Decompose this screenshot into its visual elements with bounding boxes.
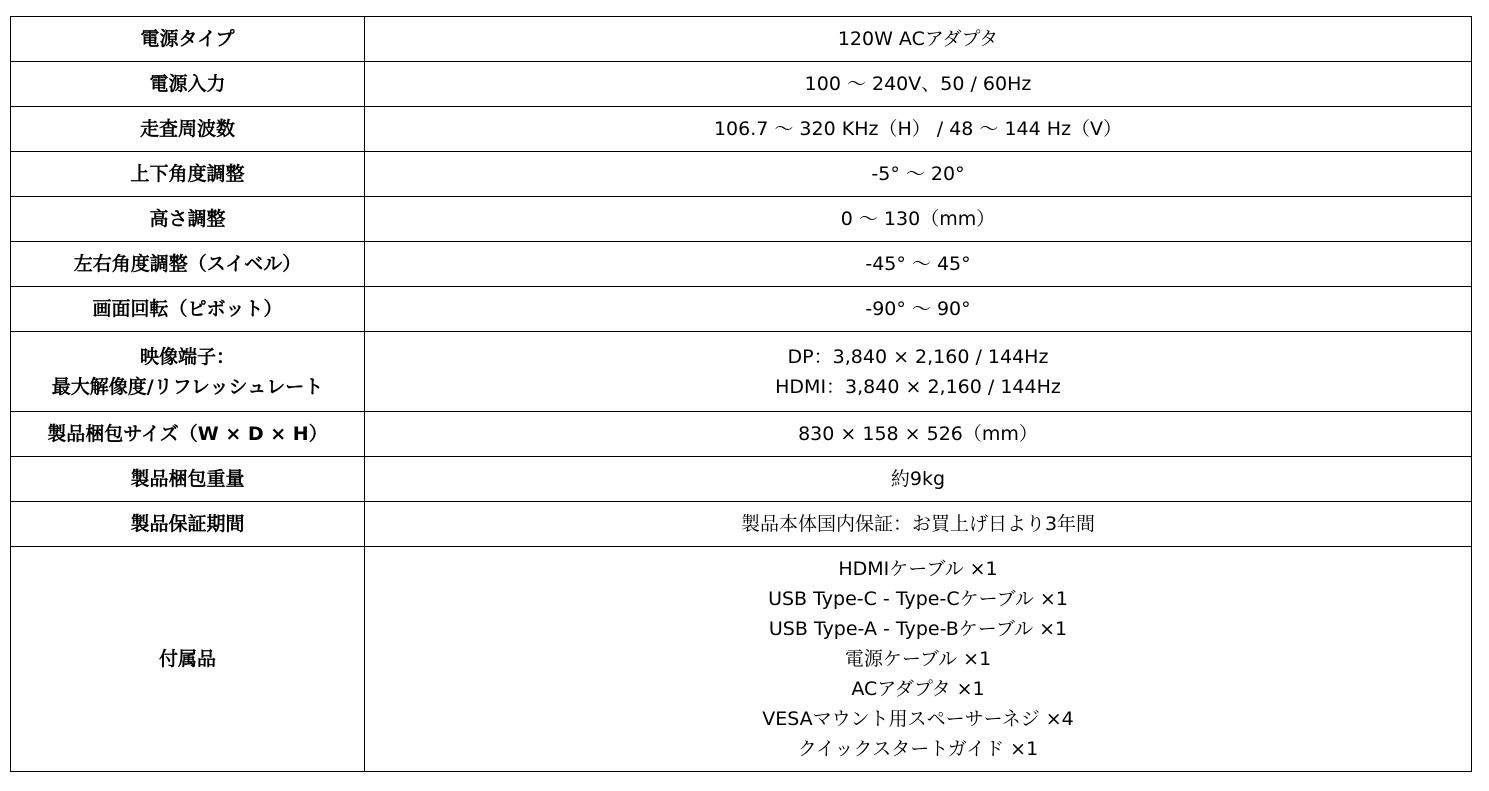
spec-value: [365, 152, 1472, 197]
spec-value: [365, 332, 1472, 412]
spec-label-line: 最大解像度/リフレッシュレート: [51, 375, 324, 398]
spec-value-line: 120W ACアダプタ: [837, 28, 999, 50]
accessory-item: USB Type-C - Type-Cケーブル ×1: [768, 588, 1068, 610]
spec-row-package-weight: [11, 457, 1472, 502]
spec-value-line: 100 ～ 240V、50 / 60Hz: [804, 73, 1032, 95]
spec-value-line: -45° ～ 45°: [865, 253, 971, 275]
spec-label-line: 製品保証期間: [130, 513, 245, 535]
spec-value: [365, 287, 1472, 332]
spec-row-pivot: [11, 287, 1472, 332]
spec-label-line: 走査周波数: [139, 118, 235, 140]
spec-label: [11, 457, 365, 502]
spec-value-line: -5° ～ 20°: [871, 163, 965, 185]
spec-label: [11, 152, 365, 197]
spec-label-line: 付属品: [158, 648, 216, 670]
accessory-item: 電源ケーブル ×1: [844, 648, 992, 670]
spec-label: [11, 332, 365, 412]
spec-value-line: DP：3,840 × 2,160 / 144Hz: [787, 345, 1049, 368]
spec-label-line: 製品梱包サイズ（W × D × H）: [47, 423, 328, 445]
spec-label-line: 電源入力: [149, 73, 226, 95]
spec-row-scan-frequency: [11, 107, 1472, 152]
spec-value: [365, 62, 1472, 107]
spec-value-line: 830 × 158 × 526（mm）: [798, 423, 1038, 445]
spec-value: [365, 502, 1472, 547]
spec-row-height: [11, 197, 1472, 242]
spec-label-line: 高さ調整: [149, 208, 226, 230]
spec-value-line: 製品本体国内保証：お買上げ日より3年間: [740, 513, 1096, 535]
spec-label: [11, 502, 365, 547]
accessory-item: HDMIケーブル ×1: [838, 558, 998, 580]
spec-value-line: -90° ～ 90°: [865, 298, 971, 320]
spec-value-line: 約9kg: [890, 468, 946, 490]
spec-label: [11, 17, 365, 62]
spec-label: [11, 62, 365, 107]
spec-row-accessories: [11, 547, 1472, 772]
spec-row-video-ports: [11, 332, 1472, 412]
spec-row-warranty: [11, 502, 1472, 547]
spec-row-package-size: [11, 412, 1472, 457]
spec-label: [11, 287, 365, 332]
spec-value-line: HDMI：3,840 × 2,160 / 144Hz: [775, 375, 1061, 398]
spec-value: [365, 457, 1472, 502]
spec-table-body: [11, 17, 1472, 772]
spec-label-line: 左右角度調整（スイベル）: [73, 253, 302, 275]
spec-label: [11, 242, 365, 287]
spec-value: [365, 197, 1472, 242]
spec-value-line: 0 ～ 130（mm）: [840, 208, 996, 230]
spec-value: [365, 412, 1472, 457]
accessory-item: クイックスタートガイド ×1: [797, 738, 1039, 760]
spec-row-power-input: [11, 62, 1472, 107]
spec-value-line: 106.7 ～ 320 KHz（H） / 48 ～ 144 Hz（V）: [713, 118, 1123, 140]
spec-value: [365, 17, 1472, 62]
spec-label: [11, 547, 365, 772]
spec-label: [11, 107, 365, 152]
spec-label-line: 電源タイプ: [140, 28, 235, 50]
spec-label: [11, 197, 365, 242]
spec-value: [365, 547, 1472, 772]
spec-value: [365, 107, 1472, 152]
spec-row-swivel: [11, 242, 1472, 287]
spec-value: [365, 242, 1472, 287]
spec-row-tilt: [11, 152, 1472, 197]
spec-label-line: 画面回転（ピボット）: [92, 298, 283, 320]
accessory-item: ACアダプタ ×1: [851, 678, 985, 700]
spec-label: [11, 412, 365, 457]
spec-row-power-type: [11, 17, 1472, 62]
spec-label-line: 製品梱包重量: [130, 468, 245, 490]
spec-table: [10, 16, 1472, 772]
spec-label-line: 上下角度調整: [130, 163, 245, 185]
accessory-item: VESAマウント用スペーサーネジ ×4: [762, 708, 1074, 730]
spec-label-line: 映像端子：: [139, 345, 235, 368]
accessory-item: USB Type-A - Type-Bケーブル ×1: [768, 618, 1068, 640]
